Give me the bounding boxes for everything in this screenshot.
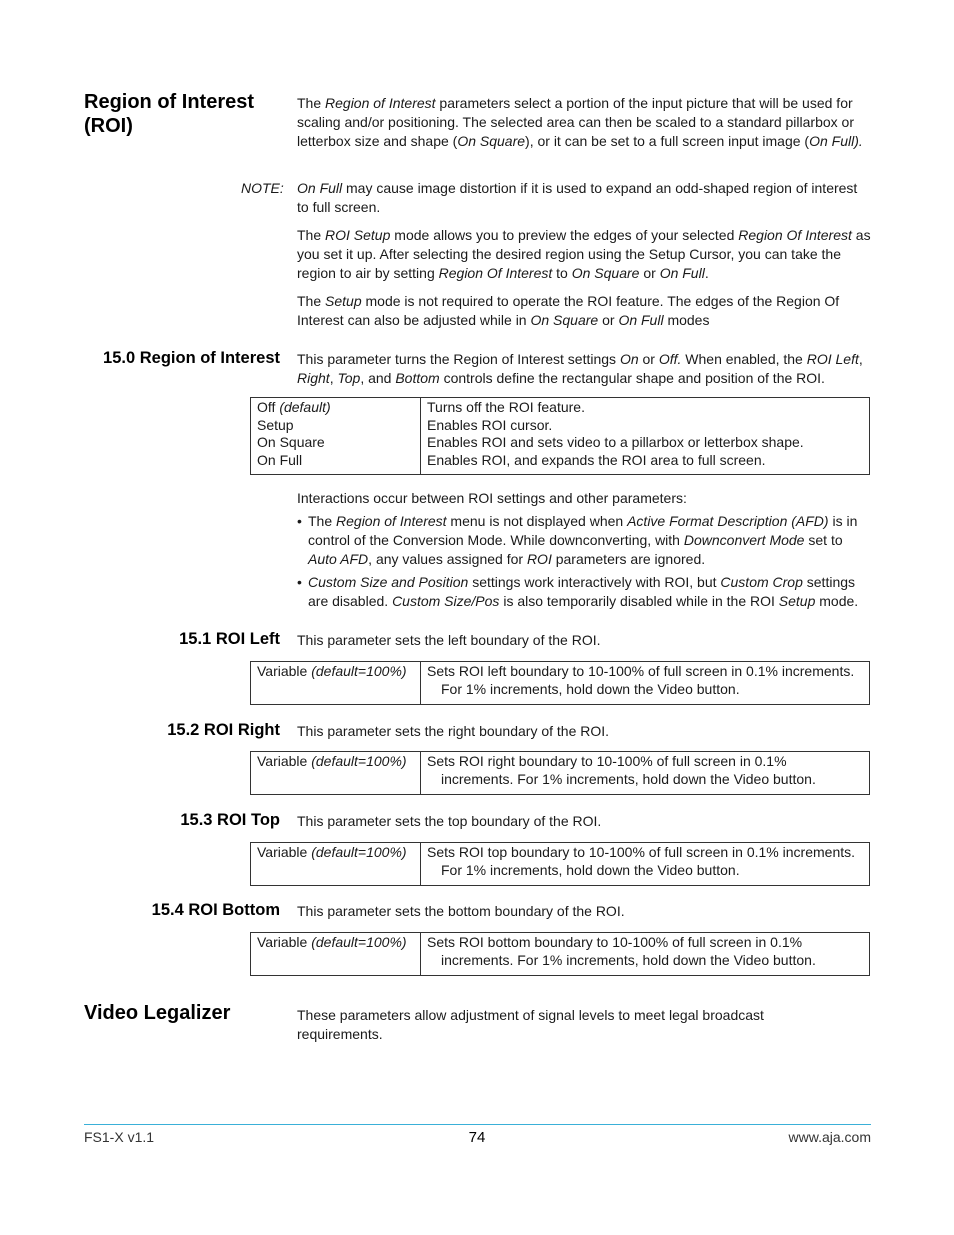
- roi-setup-paragraph: The ROI Setup mode allows you to preview the edges of your selected Region Of Interest as you set it up. After selecting the desired region using the Setup Cursor, you can take the region to air by setting Region Of Interest to On Square or On Full.: [297, 227, 871, 281]
- option-description: Enables ROI cursor.: [427, 416, 553, 433]
- param-15-3-description: This parameter sets the top boundary of the ROI.: [297, 813, 602, 829]
- option-description: Sets ROI left boundary to 10-100% of full screen in 0.1% increments. For 1% increments, hold down the Video button.: [421, 662, 870, 705]
- param-15-0-description: This parameter turns the Region of Interest settings On or Off. When enabled, the ROI Left, Right, Top, and Bottom controls define the rectangular shape and position of the ROI.: [297, 351, 863, 386]
- option-names-cell: [251, 398, 421, 475]
- option-name: Variable (default=100%): [251, 662, 421, 705]
- option-description: Enables ROI, and expands the ROI area to full screen.: [427, 451, 766, 468]
- section-heading-roi: Region of Interest (ROI): [84, 91, 255, 137]
- param-heading-15-0: 15.0 Region of Interest: [103, 349, 280, 367]
- option-description: Sets ROI bottom boundary to 10-100% of full screen in 0.1% increments. For 1% increments, hold down the Video button.: [421, 933, 870, 976]
- bullet-text: Custom Size and Position settings work interactively with ROI, but Custom Crop settings are disabled. Custom Size/Pos is also temporarily disabled while in the ROI Setup mode.: [308, 574, 859, 609]
- roi-intro-paragraph: The Region of Interest parameters select a portion of the input picture that will be used for scaling and/or positioning. The selected area can then be scaled to a standard pillarbox or letterbox size and shape (On Square), or it can be set to a full screen input image (On Full).: [297, 95, 863, 149]
- options-table-15-2: [250, 751, 870, 795]
- options-table-15-0: [250, 397, 870, 475]
- option-description: Turns off the ROI feature.: [427, 399, 585, 415]
- option-description: Sets ROI right boundary to 10-100% of full screen in 0.1% increments. For 1% increments, hold down the Video button.: [421, 752, 870, 795]
- footer-doc-version: FS1-X v1.1: [84, 1129, 155, 1145]
- param-heading-15-4: 15.4 ROI Bottom: [151, 901, 280, 919]
- options-table-15-1: [250, 661, 870, 705]
- setup-mode-paragraph: The Setup mode is not required to operate the ROI feature. The edges of the Region Of Interest can also be adjusted while in On Square or On Full modes: [297, 293, 840, 328]
- param-15-4-description: This parameter sets the bottom boundary of the ROI.: [297, 903, 625, 919]
- bullet-item: [297, 512, 872, 569]
- footer-website: www.aja.com: [788, 1129, 871, 1145]
- option-descriptions-cell: [421, 398, 870, 475]
- option-name: Variable (default=100%): [251, 843, 421, 886]
- options-table-15-4: [250, 932, 870, 976]
- param-heading-15-3: 15.3 ROI Top: [180, 811, 280, 829]
- bullet-icon: •: [297, 513, 302, 529]
- bullet-icon: •: [297, 574, 302, 590]
- option-name: On Full: [257, 451, 303, 468]
- note-paragraph: On Full may cause image distortion if it is used to expand an odd-shaped region of interest to full screen.: [297, 180, 858, 215]
- interactions-intro: Interactions occur between ROI settings and other parameters:: [297, 490, 687, 506]
- param-15-2-description: This parameter sets the right boundary of the ROI.: [297, 723, 610, 739]
- video-legalizer-description: These parameters allow adjustment of signal levels to meet legal broadcast requirements.: [297, 1007, 764, 1042]
- option-name: Variable (default=100%): [251, 933, 421, 976]
- options-table-15-3: [250, 842, 870, 886]
- footer-rule: [84, 1124, 871, 1125]
- option-name: On Square: [257, 434, 325, 450]
- footer-page-number: 74: [468, 1129, 486, 1146]
- option-description: Sets ROI top boundary to 10-100% of full screen in 0.1% increments. For 1% increments, hold down the Video button.: [421, 843, 870, 886]
- bullet-text: The Region of Interest menu is not displayed when Active Format Description (AFD) is in control of the Conversion Mode. While downconverting, with Downconvert Mode set to Auto AFD, any values assigned for ROI parameters are ignored.: [308, 513, 858, 567]
- bullet-item: [297, 573, 872, 611]
- param-heading-15-1: 15.1 ROI Left: [179, 630, 280, 648]
- note-label: NOTE:: [241, 180, 284, 196]
- option-name: Setup: [257, 416, 294, 433]
- section-heading-video-legalizer: Video Legalizer: [84, 1002, 231, 1024]
- param-heading-15-2: 15.2 ROI Right: [167, 721, 280, 739]
- option-name: Variable (default=100%): [251, 752, 421, 795]
- option-description: Enables ROI and sets video to a pillarbox or letterbox shape.: [427, 434, 804, 450]
- param-15-1-description: This parameter sets the left boundary of the ROI.: [297, 632, 601, 648]
- option-name: Off (default): [257, 399, 331, 415]
